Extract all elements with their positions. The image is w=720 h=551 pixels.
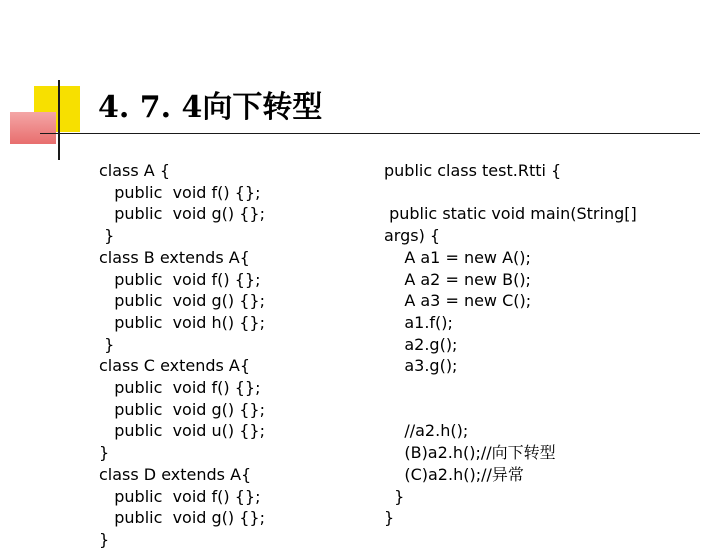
decor-pink-block [10, 112, 56, 144]
slide-title: 4. 7. 4向下转型 [98, 90, 323, 125]
decor-vertical-rule [58, 80, 60, 160]
left-code-block: class A { public void f() {}; public void g() {}; } class B extends A{ public void f() {}; public void g() {}; public void h() {}; } class C extends A{ public void f() {}; public void g() {}; public void u() {}; } class D extends A{ public void f() {}; public void g() {}; } [99, 161, 265, 549]
title-underline [40, 133, 700, 134]
right-code-block: public class test.Rtti { public static void main(String[] args) { A a1 = new A(); A a2 = new B(); A a3 = new C(); a1.f(); a2.g(); a3.g(); //a2.h(); (B)a2.h();//向下转型 (C)a2.h();//异常 } } [384, 161, 637, 528]
